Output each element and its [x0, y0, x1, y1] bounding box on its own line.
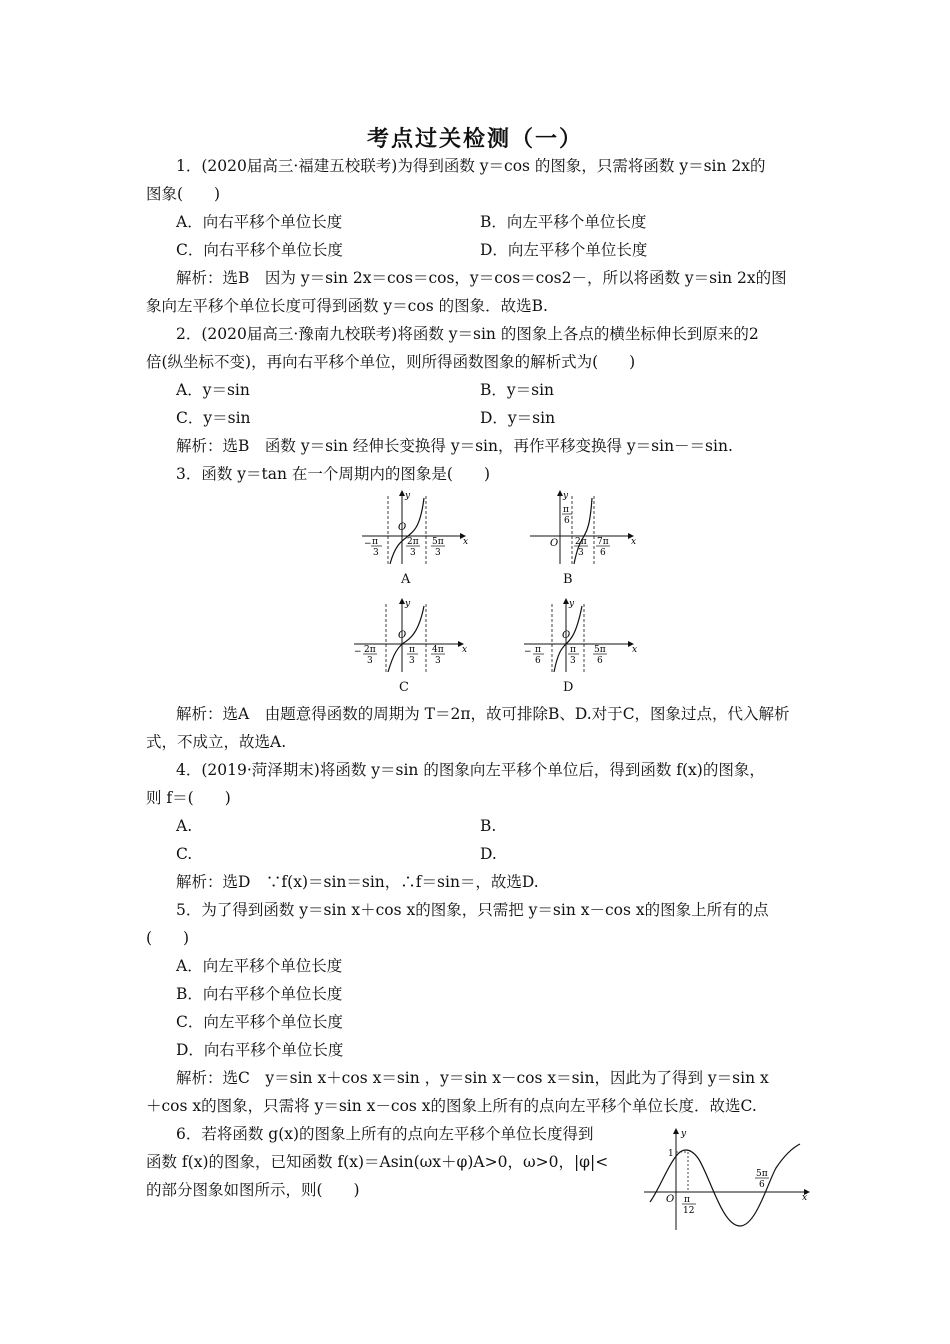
q5-option-d: D．向右平移个单位长度 [176, 1041, 344, 1059]
q3-figure-b [528, 488, 638, 568]
fig-c-y-label: y [405, 599, 411, 609]
q3-figure-c [352, 596, 470, 676]
q1-option-a: A．向右平移个单位长度 [176, 213, 343, 231]
fig-c-right-den: 3 [435, 656, 441, 666]
q6-graph-p2-den: 6 [759, 1180, 765, 1190]
q6-graph-x-label: x [802, 1193, 808, 1203]
fig-b-mid-num: 2π [575, 537, 587, 547]
q5-stem-line2: ( ) [146, 929, 190, 947]
fig-c-mid-den: 3 [409, 656, 415, 666]
q3-stem-line1: 3．函数 y＝tan 在一个周期内的图象是( ) [176, 465, 491, 483]
q4-stem-line1: 4．(2019·菏泽期末)将函数 y＝sin 的图象向左平移个单位后，得到函数 f(x)的图象， [176, 761, 765, 779]
svg-text:−: − [354, 647, 362, 657]
q6-sine-graph [640, 1124, 816, 1234]
q2-option-d: D．y＝sin [480, 409, 556, 427]
q6-graph-one: 1 [668, 1149, 674, 1159]
q1-solution-line1: 解析：选B 因为 y＝sin 2x＝cos＝cos，y＝cos＝cos2－，所以将函数 y＝sin 2x的图 [176, 269, 787, 287]
q5-solution-line1: 解析：选C y＝sin x＋cos x＝sin ，y＝sin x－cos x＝sin，因此为了得到 y＝sin x [176, 1069, 769, 1087]
fig-b-top-num: π [563, 505, 569, 515]
fig-d-left-num: π [535, 645, 541, 655]
q4-solution-line1: 解析：选D ∵f(x)＝sin＝sin，∴f＝sin＝，故选D. [176, 873, 539, 891]
fig-d-x-label: x [632, 645, 638, 655]
q2-option-a: A．y＝sin [176, 381, 250, 399]
fig-a-mid-den: 3 [410, 548, 416, 558]
q4-option-c: C. [176, 845, 193, 863]
q3-figure-c-label: C [399, 680, 409, 695]
fig-a-y-label: y [405, 491, 411, 501]
q2-stem-line1: 2．(2020届高三·豫南九校联考)将函数 y＝sin 的图象上各点的横坐标伸长到原来的2 [176, 325, 759, 343]
q6-stem-line1: 6．若将函数 g(x)的图象上所有的点向左平移个单位长度得到 [176, 1125, 594, 1143]
q3-figure-a-label: A [401, 572, 411, 587]
fig-d-left-den: 6 [535, 656, 541, 666]
fig-a-right-num: 5π [432, 537, 444, 547]
fig-a-origin: O [398, 522, 407, 533]
fig-d-right-num: 5π [594, 645, 606, 655]
q4-option-a: A. [176, 817, 193, 835]
q3-figure-b-label: B [563, 572, 573, 587]
q4-option-b: B. [480, 817, 497, 835]
fig-b-top-den: 6 [564, 516, 570, 526]
fig-a-left-num: π [372, 537, 378, 547]
q5-solution-line2: ＋cos x的图象，只需将 y＝sin x－cos x的图象上所有的点向左平移个单位长度．故选C. [146, 1097, 757, 1115]
q3-solution-line2: 式，不成立，故选A. [146, 733, 287, 751]
fig-c-left-den: 3 [367, 656, 373, 666]
fig-d-mid-num: π [570, 645, 576, 655]
fig-c-mid-num: π [409, 645, 415, 655]
fig-b-right-num: 7π [597, 537, 609, 547]
q1-stem-line2: 图象( ) [146, 185, 221, 203]
q3-figure-a [360, 488, 470, 568]
q6-stem-line3: 的部分图象如图所示，则( ) [146, 1181, 360, 1199]
q6-graph-y-label: y [681, 1129, 687, 1139]
q6-graph-origin: O [666, 1194, 675, 1205]
page-title: 考点过关检测（一） [366, 126, 583, 152]
svg-text:−: − [524, 647, 532, 657]
fig-d-y-label: y [569, 599, 575, 609]
q3-solution-line1: 解析：选A 由题意得函数的周期为 T＝2π，故可排除B、D.对于C，图象过点，代入解析 [176, 705, 790, 723]
fig-a-left-den: 3 [373, 548, 379, 558]
q2-stem-line2: 倍(纵坐标不变)，再向右平移个单位，则所得函数图象的解析式为( ) [146, 353, 636, 371]
q6-graph-p1-den: 12 [683, 1206, 695, 1216]
fig-b-right-den: 6 [600, 548, 606, 558]
q1-solution-line2: 象向左平移个单位长度可得到函数 y＝cos 的图象．故选B. [146, 297, 548, 315]
fig-a-mid-num: 2π [407, 537, 419, 547]
fig-b-y-label: y [563, 491, 569, 501]
q5-option-a: A．向左平移个单位长度 [176, 957, 343, 975]
fig-b-x-label: x [631, 537, 637, 547]
q3-figure-d-label: D [563, 680, 574, 695]
fig-d-mid-den: 3 [570, 656, 576, 666]
q4-stem-line2: 则 f＝( ) [146, 789, 231, 807]
q1-option-d: D．向左平移个单位长度 [480, 241, 648, 259]
q6-stem-line2: 函数 f(x)的图象，已知函数 f(x)＝Asin(ωx＋φ)A>0，ω>0，|φ|< [146, 1153, 609, 1171]
q6-graph-p1-num: π [684, 1195, 690, 1205]
fig-c-right-num: 4π [432, 645, 444, 655]
fig-a-right-den: 3 [435, 548, 441, 558]
fig-c-x-label: x [462, 645, 468, 655]
q3-figure-d [522, 596, 640, 676]
q2-option-c: C．y＝sin [176, 409, 251, 427]
fig-a-x-label: x [463, 537, 469, 547]
q5-option-b: B．向右平移个单位长度 [176, 985, 343, 1003]
fig-c-origin: O [398, 630, 407, 641]
fig-d-right-den: 6 [597, 656, 603, 666]
q1-option-b: B．向左平移个单位长度 [480, 213, 647, 231]
q4-option-d: D. [480, 845, 497, 863]
q5-stem-line1: 5．为了得到函数 y＝sin x＋cos x的图象，只需把 y＝sin x－cos x的图象上所有的点 [176, 901, 769, 919]
q1-stem-line1: 1．(2020届高三·福建五校联考)为得到函数 y＝cos 的图象，只需将函数 y＝sin 2x的 [176, 157, 766, 175]
q2-solution-line1: 解析：选B 函数 y＝sin 经伸长变换得 y＝sin，再作平移变换得 y＝sin－＝sin. [176, 437, 733, 455]
svg-text:−: − [364, 539, 372, 549]
fig-b-mid-den: 3 [578, 548, 584, 558]
q2-option-b: B．y＝sin [480, 381, 555, 399]
q6-graph-p2-num: 5π [756, 1169, 768, 1179]
fig-b-origin: O [550, 538, 559, 549]
q1-option-c: C．向右平移个单位长度 [176, 241, 343, 259]
q5-option-c: C．向左平移个单位长度 [176, 1013, 343, 1031]
fig-c-left-num: 2π [364, 645, 376, 655]
fig-d-origin: O [562, 630, 571, 641]
